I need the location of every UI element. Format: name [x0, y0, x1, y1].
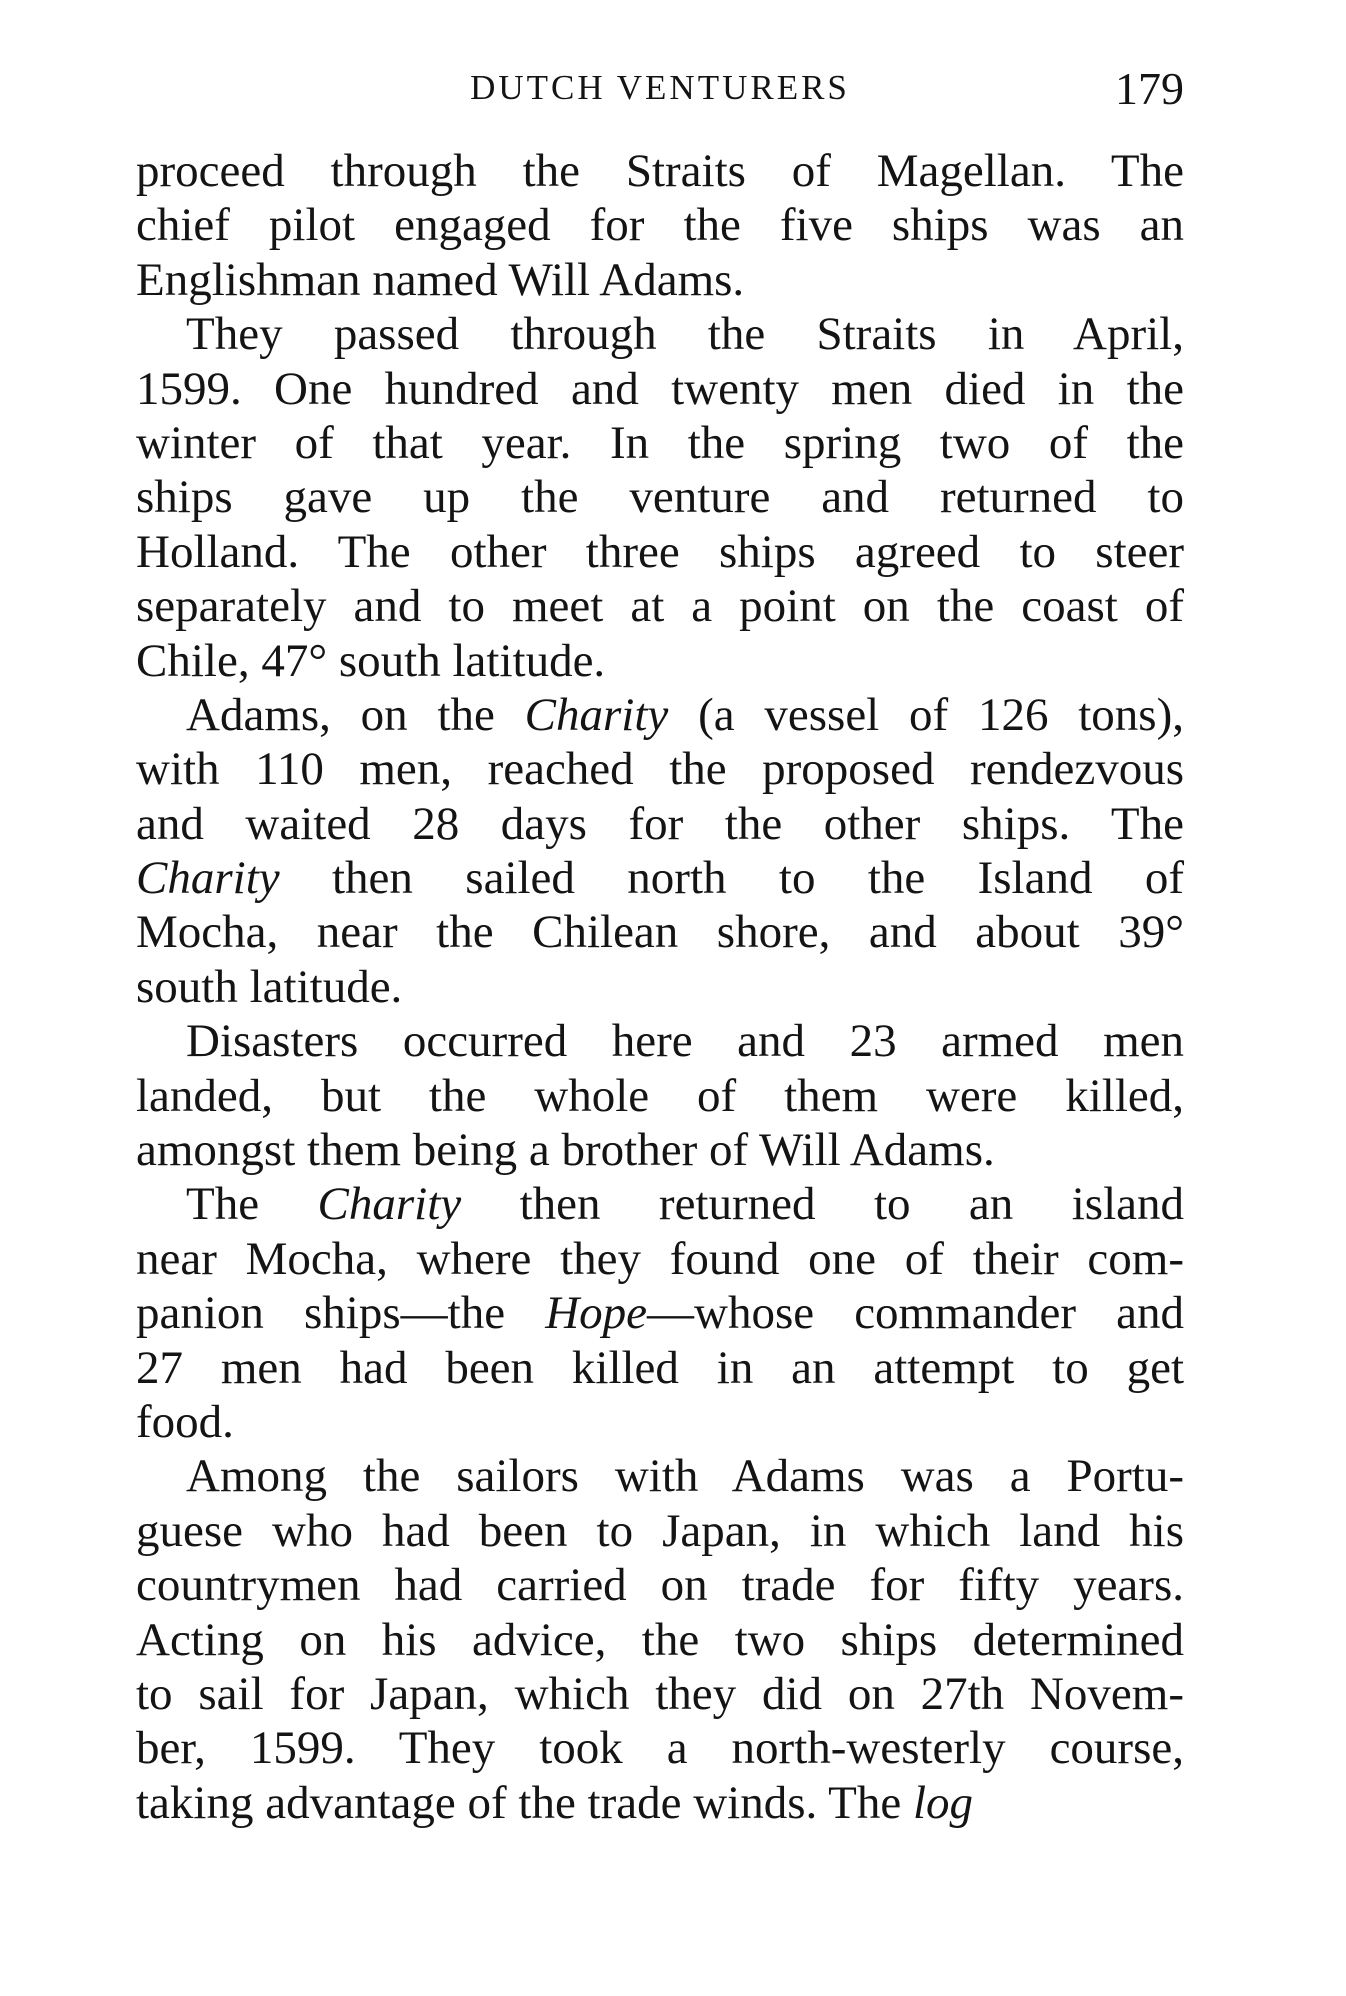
italic-title: log [913, 1776, 974, 1829]
text-line: separately and to meet at a point on the coast of [136, 580, 1184, 633]
text-line: guese who had been to Japan, in which land his [136, 1504, 1184, 1557]
paragraph [136, 307, 1184, 688]
text-line: Among the sailors with Adams was a Portu- [186, 1450, 1184, 1503]
paragraph [136, 144, 1184, 307]
text-line: 1599. One hundred and twenty men died in the [136, 362, 1184, 415]
text-line: Englishman named Will Adams. [136, 253, 745, 306]
paragraph [136, 688, 1184, 1014]
text-line: taking advantage of the trade winds. The log [136, 1776, 974, 1829]
text-line: south latitude. [136, 960, 403, 1013]
text-line: The Charity then returned to an island [186, 1178, 1184, 1231]
text-line: winter of that year. In the spring two of the [136, 416, 1184, 469]
paragraph [136, 1449, 1184, 1830]
running-title: DUTCH VENTURERS [470, 68, 850, 107]
text-line: food. [136, 1395, 234, 1448]
text-line: Holland. The other three ships agreed to steer [136, 525, 1184, 578]
italic-title: Charity [317, 1178, 462, 1231]
text-line: near Mocha, where they found one of their com- [136, 1232, 1184, 1285]
paragraph [136, 1014, 1184, 1177]
body-text [136, 144, 1184, 1830]
text-line: landed, but the whole of them were killed, [136, 1069, 1184, 1122]
italic-title: Charity [136, 852, 280, 905]
text-line: Chile, 47° south latitude. [136, 634, 606, 687]
running-head [136, 62, 1184, 122]
text-line: with 110 men, reached the proposed rendezvous [136, 743, 1184, 796]
text-line: Mocha, near the Chilean shore, and about 39° [136, 906, 1184, 959]
text-line: 27 men had been killed in an attempt to get [136, 1341, 1184, 1394]
text-line: Charity then sailed north to the Island of [136, 852, 1184, 905]
text-line: to sail for Japan, which they did on 27th Novem- [136, 1667, 1184, 1720]
paragraph [136, 1177, 1184, 1449]
text-line: Acting on his advice, the two ships determined [136, 1613, 1184, 1666]
italic-title: Hope [545, 1287, 647, 1340]
text-line: Adams, on the Charity (a vessel of 126 tons), [186, 688, 1184, 741]
text-line: ber, 1599. They took a north-westerly course, [136, 1722, 1184, 1775]
text-line: ships gave up the venture and returned to [136, 471, 1184, 524]
text-line: countrymen had carried on trade for fifty years. [136, 1559, 1184, 1612]
text-line: amongst them being a brother of Will Adams. [136, 1124, 995, 1177]
text-line: and waited 28 days for the other ships. The [136, 797, 1184, 850]
italic-title: Charity [524, 688, 669, 741]
text-line: They passed through the Straits in April, [186, 308, 1184, 361]
text-line: panion ships—the Hope—whose commander and [136, 1287, 1184, 1340]
text-line: chief pilot engaged for the five ships was an [136, 199, 1184, 252]
text-line: proceed through the Straits of Magellan. The [136, 145, 1184, 197]
text-line: Disasters occurred here and 23 armed men [186, 1015, 1184, 1068]
page-number: 179 [1115, 63, 1184, 114]
